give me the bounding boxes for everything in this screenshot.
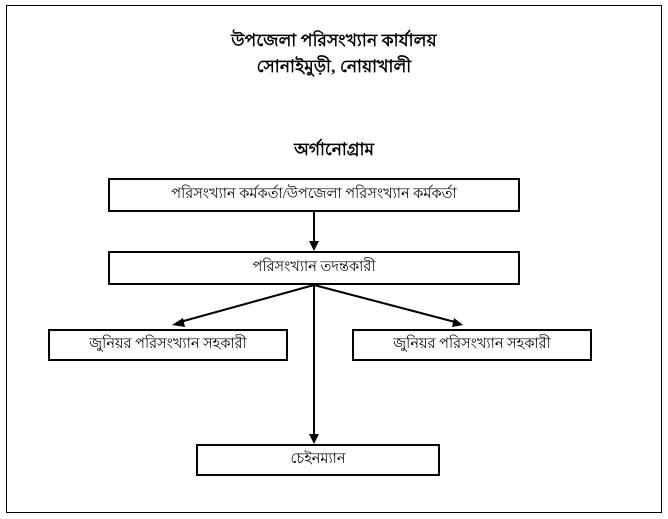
node-chainman-label: চেইনম্যান [290, 451, 346, 468]
diagram-subtitle: অর্গানোগ্রাম [294, 140, 374, 159]
node-officer-label: পরিসংখ্যান কর্মকর্তা/উপজেলা পরিসংখ্যান কর্মকর্তা [171, 186, 457, 203]
node-junior-assistant-left [48, 329, 288, 361]
node-statistics-officer [108, 178, 520, 212]
title-line-1: উপজেলা পরিসংখ্যান কার্যালয় [231, 31, 437, 50]
node-chainman [196, 444, 440, 476]
page-title [0, 28, 668, 80]
node-assistant-left-label: জুনিয়র পরিসংখ্যান সহকারী [89, 336, 247, 353]
node-investigator-label: পরিসংখ্যান তদন্তকারী [252, 259, 376, 276]
node-statistics-investigator [108, 251, 520, 285]
node-assistant-right-label: জুনিয়র পরিসংখ্যান সহকারী [393, 336, 551, 353]
node-junior-assistant-right [352, 329, 592, 361]
title-line-2: সোনাইমুড়ী, নোয়াখালী [256, 57, 412, 76]
